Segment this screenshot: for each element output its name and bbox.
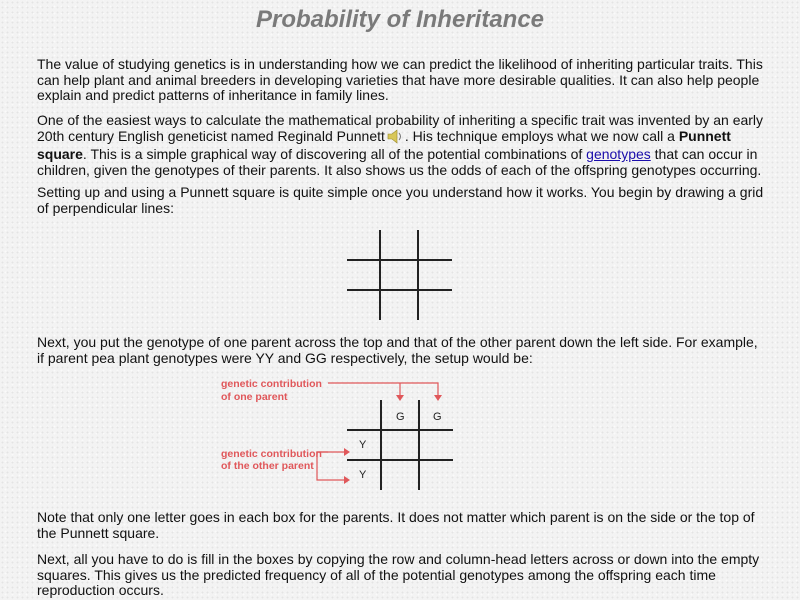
genotypes-link[interactable]: genotypes — [586, 146, 651, 163]
top-allele-2: G — [433, 411, 442, 423]
text: One of the easiest ways to calculate the mathematical probability of inheriting a specific trait was invented by an early 20th century English geneticist named Reginald Punnett — [37, 112, 764, 144]
top-allele-1: G — [396, 411, 405, 423]
punnett-square-term: Punnett square — [37, 127, 731, 163]
top-annotation-line1: genetic contribution — [221, 378, 322, 390]
side-allele-2: Y — [359, 469, 367, 481]
punnett-paragraph — [37, 113, 767, 178]
side-annotation-line1: genetic contribution — [221, 448, 322, 460]
speaker-icon[interactable] — [387, 129, 403, 148]
text: . His technique employs what we now call a — [404, 127, 679, 144]
side-annotation-line2: of the other parent — [221, 460, 314, 472]
top-annotation-line2: of one parent — [221, 391, 288, 403]
note-paragraph: Note that only one letter goes in each box for the parents. It does not matter which parent is on the side or the top of the Punnett square. — [37, 509, 755, 541]
text: that can occur in children, given the genotypes of their parents. It also shows us the odds of each of the offspring genotypes occurring. — [37, 146, 762, 178]
setup-paragraph: Setting up and using a Punnett square is quite simple once you understand how it works. You begin by drawing a grid of perpendicular lines: — [37, 184, 764, 216]
genotype-paragraph: Next, you put the genotype of one parent across the top and that of the other parent down the left side. For example, if parent pea plant genotypes were YY and GG respectively, the setup would be: — [37, 334, 758, 366]
intro-paragraph: The value of studying genetics is in understanding how we can predict the likelihood of inheriting particular traits. This can help plant and animal breeders in developing varieties that have more desirable qualities. It can also help people explain and predict patterns of inheritance in family lines. — [37, 56, 763, 104]
text: . This is a simple graphical way of discovering all of the potential combinations of — [82, 146, 587, 163]
fill-in-paragraph: Next, all you have to do is fill in the boxes by copying the row and column-head letters across or down into the empty squares. This gives us the predicted frequency of all of the potential genotypes among the offspring each time reproduction occurs. — [37, 551, 760, 599]
empty-grid-diagram — [0, 225, 800, 325]
punnett-setup-diagram — [0, 372, 800, 497]
page-title: Probability of Inheritance — [255, 6, 545, 33]
side-allele-1: Y — [359, 439, 367, 451]
